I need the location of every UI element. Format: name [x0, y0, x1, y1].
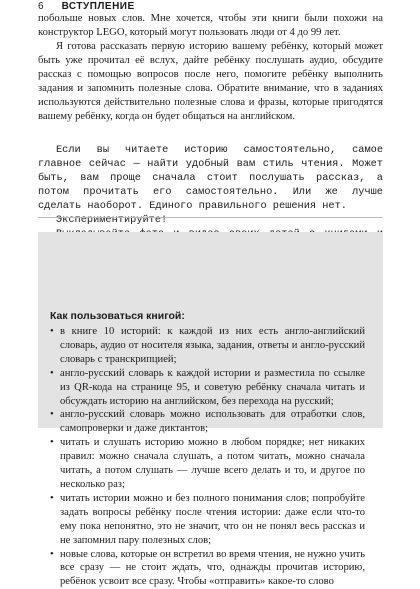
list-item: • читать и слушать историю можно в любом порядке; нет никаких правил: можно сначала слушать, а потом читать, можно сначала читать, а потом слушать — лучше всего делать и то, и другое по несколько раз; [50, 436, 365, 492]
usage-box-title: Как пользоваться книгой: [50, 310, 185, 322]
section-title: ВСТУПЛЕНИЕ [62, 0, 135, 14]
usage-list [50, 325, 365, 589]
page-number: 6 [38, 0, 44, 14]
intro-text [38, 12, 383, 124]
list-item: • читать истории можно и без полного понимания слов; попробуйте задать вопросы ребёнку после чтения истории: даже если что-то ему пока непонятно, это не значит, что он не понял весь рассказ и не запомнил пару полезных слов; [50, 492, 365, 548]
intro-paragraph-2: Я готова рассказать первую историю вашему ребёнку, который может быть уже прочитал её вслух, дайте ребёнку послушать аудио, обсудите рассказ с помощью вопросов после него, помогите ребёнку выполнить задания и запомнить полезные слова. Обратите внимание, что в заданиях используются действительно полезные слова и фразы, которые пригодятся вашему ребёнку, когда он будет общаться на английском. [38, 40, 383, 124]
highlight-paragraph-1: Если вы читаете историю самостоятельно, самое главное сейчас — найти удобный вам стиль чтения. Может быть, вам проще сначала стоит послушать рассказ, а потом прочитать его самостоятельно. Или же лучше сделать наоборот. Единого правильного решения нет. [38, 143, 383, 213]
intro-paragraph-1: побольше новых слов. Мне хочется, чтобы эти книги были похожи на конструктор LEGO, который могут пользовать люди от 4 до 99 лет. [38, 12, 383, 40]
highlight-paragraph-2: Экспериментируйте! [38, 213, 383, 227]
list-item: • в книге 10 историй: к каждой из них есть англо-английский словарь, аудио от носителя языка, задания, ответы и англо-русский словарь с транскрипцией; [50, 325, 365, 367]
list-item: • англо-русский словарь можно использовать для отработки слов, самопроверки и даже диктантов; [50, 408, 365, 436]
list-item: • англо-русский словарь к каждой истории и разместила по ссылке из QR-кода на странице 95, и советую ребёнку сначала читать и обсуждать историю на английском, без перехода на русский; [50, 367, 365, 409]
list-item: • новые слова, которые он встретил во время чтения, не нужно учить все сразу — не стоит ждать, что, однажды прочитав историю, ребёнок усвоит все сразу. Чтобы «отправить» какое-то слово [50, 548, 365, 589]
